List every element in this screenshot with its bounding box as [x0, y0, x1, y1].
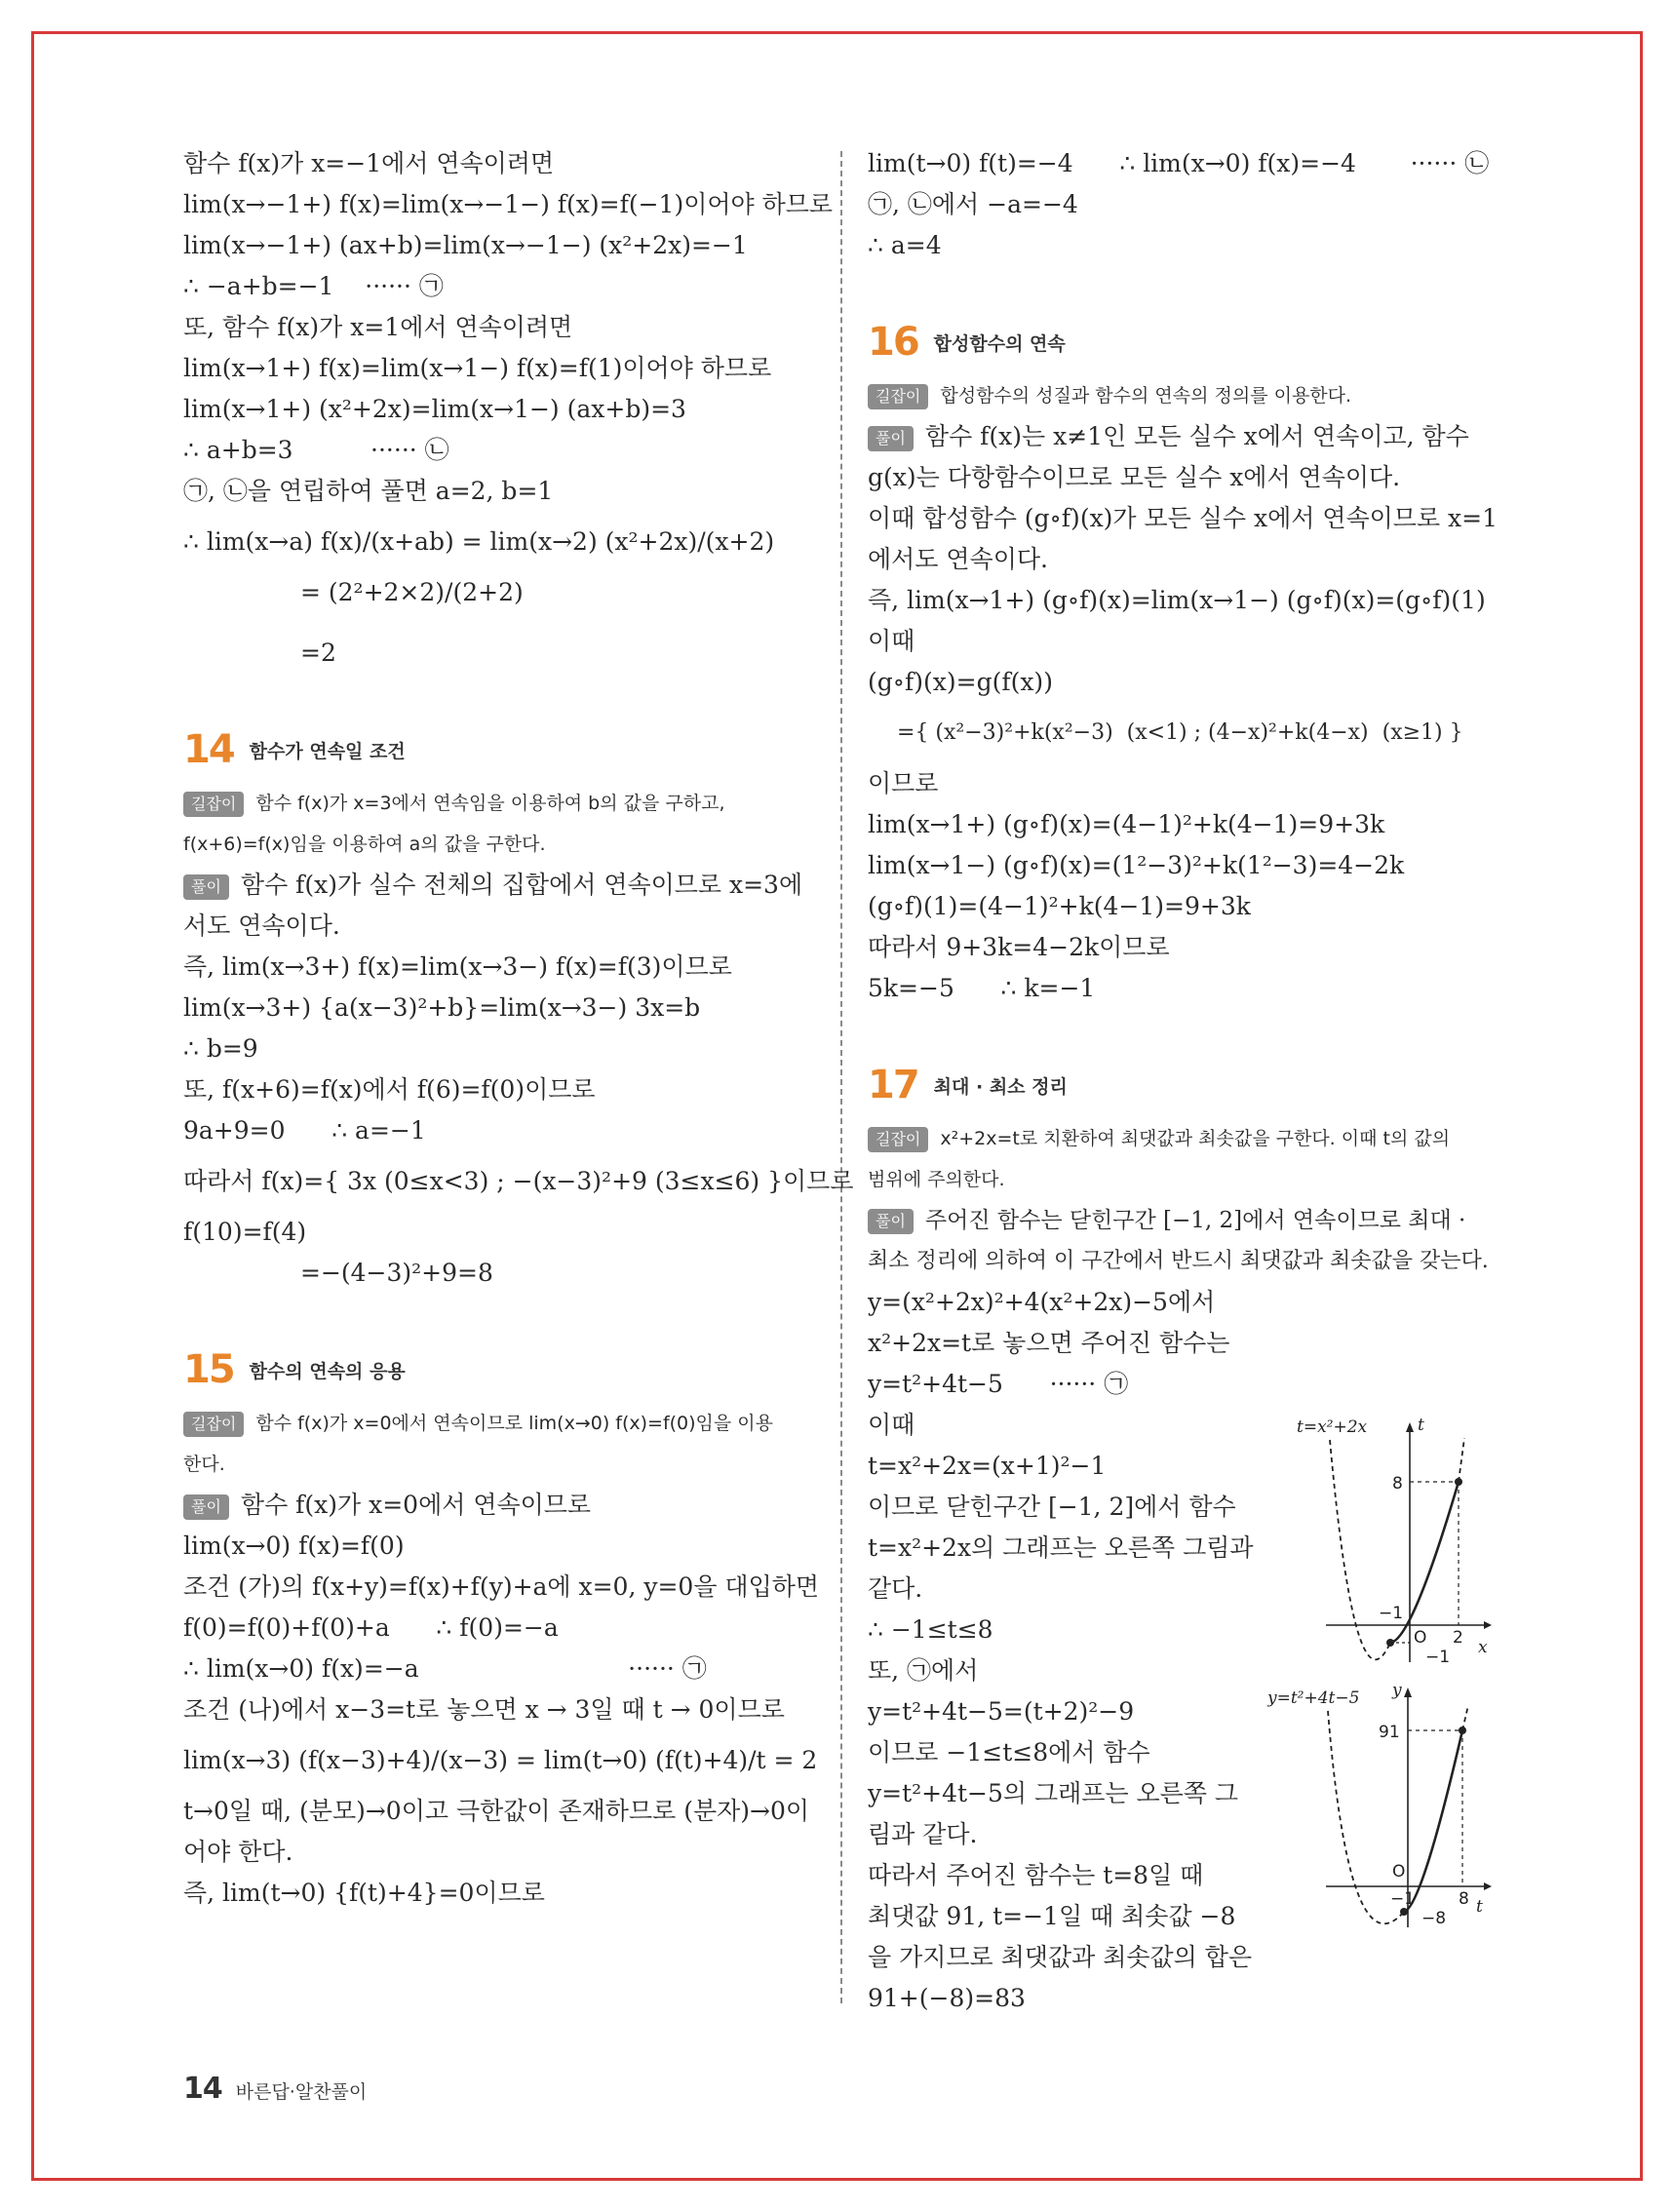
endpoint	[1455, 1478, 1462, 1486]
solution-line: ∴ lim(x→0) f(x)=−a ······ ㉠	[183, 1654, 707, 1683]
solution-line: 풀이 함수 f(x)가 실수 전체의 집합에서 연속이므로 x=3에	[183, 868, 807, 903]
tick-label: −1	[1390, 1889, 1416, 1909]
solution-line: =2	[300, 639, 336, 667]
y-axis-arrow	[1404, 1688, 1412, 1697]
x-axis-arrow	[1484, 1621, 1492, 1629]
axis-label: t	[1476, 1897, 1483, 1917]
solution-line: 즉, lim(x→3+) f(x)=lim(x→3−) f(x)=f(3)이므로	[183, 952, 732, 981]
solution-line: = (2²+2×2)/(2+2)	[300, 578, 524, 606]
solution-line: x²+2x=t로 놓으면 주어진 함수는	[868, 1329, 1230, 1357]
solution-line: ∴ b=9	[183, 1034, 258, 1063]
solution-line: ∴ −1≤t≤8	[868, 1615, 993, 1644]
problem-title: 합성함수의 연속	[933, 332, 1066, 355]
axis-label: x	[1478, 1638, 1488, 1657]
solution-line: 어야 한다.	[183, 1838, 293, 1866]
solution-line: 따라서 9+3k=4−2k이므로	[868, 933, 1170, 961]
solution-line: lim(x→1−) (g∘f)(x)=(1²−3)²+k(1²−3)=4−2k	[868, 851, 1405, 879]
solution-line: f(0)=f(0)+f(0)+a ∴ f(0)=−a	[183, 1613, 559, 1642]
guide-line: 길잡이 함수 f(x)가 x=3에서 연속임을 이용하여 b의 값을 구하고,	[183, 786, 807, 821]
solution-line: lim(x→1+) (g∘f)(x)=(4−1)²+k(4−1)=9+3k	[868, 810, 1385, 838]
solution-badge: 풀이	[183, 1494, 229, 1520]
graph-t-of-x	[1297, 1418, 1492, 1667]
problem-16-header	[868, 320, 1492, 365]
solution-line: ={ (x²−3)²+k(x²−3) (x<1) ; (4−x)²+k(4−x) (x≥1) }	[897, 720, 1463, 745]
solution-line: (g∘f)(1)=(4−1)²+k(4−1)=9+3k	[868, 892, 1251, 920]
solution-line: 즉, lim(t→0) {f(t)+4}=0이므로	[183, 1879, 545, 1907]
solution-line: f(10)=f(4)	[183, 1218, 307, 1246]
solution-line: 풀이 함수 f(x)가 x=0에서 연속이므로	[183, 1488, 807, 1523]
solution-line: lim(x→1+) (x²+2x)=lim(x→1−) (ax+b)=3	[183, 395, 686, 423]
tick-label: −1	[1425, 1648, 1451, 1667]
solution-line: g(x)는 다항함수이므로 모든 실수 x에서 연속이다.	[868, 463, 1401, 491]
solution-line: 이때	[868, 1411, 915, 1439]
solution-line: lim(x→−1+) f(x)=lim(x→−1−) f(x)=f(−1)이어야 하므로	[183, 190, 834, 218]
guide-line: 길잡이 함수 f(x)가 x=0에서 연속이므로 lim(x→0) f(x)=f(0)임을 이용	[183, 1406, 807, 1441]
solution-line: 최소 정리에 의하여 이 구간에서 반드시 최댓값과 최솟값을 갖는다.	[868, 1249, 1489, 1273]
tick-label: 91	[1379, 1723, 1400, 1742]
solution-badge: 풀이	[868, 1209, 914, 1234]
solution-line: 풀이 함수 f(x)는 x≠1인 모든 실수 x에서 연속이고, 함수	[868, 419, 1492, 454]
tick-label: −1	[1379, 1604, 1404, 1623]
solution-line: =−(4−3)²+9=8	[300, 1259, 493, 1287]
axis-label: t	[1418, 1418, 1424, 1435]
tick-label: 8	[1392, 1474, 1403, 1494]
solution-line: 91+(−8)=83	[868, 1984, 1026, 2012]
guide-line: 길잡이 합성함수의 성질과 함수의 연속의 정의를 이용한다.	[868, 378, 1492, 413]
solution-line: lim(x→0) f(x)=f(0)	[183, 1532, 405, 1560]
solution-line: t=x²+2x=(x+1)²−1	[868, 1452, 1107, 1480]
solution-line: y=(x²+2x)²+4(x²+2x)−5에서	[868, 1288, 1216, 1316]
problem-number: 15	[183, 1347, 234, 1392]
origin-label: O	[1392, 1862, 1406, 1882]
solution-line: 즉, lim(x→1+) (g∘f)(x)=lim(x→1−) (g∘f)(x)=(g∘f)(1)	[868, 586, 1486, 614]
solution-line: lim(t→0) f(t)=−4 ∴ lim(x→0) f(x)=−4 ······ ㉡	[868, 149, 1490, 177]
solution-line: 따라서 f(x)={ 3x (0≤x<3) ; −(x−3)²+9 (3≤x≤6) }이므로	[183, 1167, 854, 1195]
solution-line: lim(x→1+) f(x)=lim(x→1−) f(x)=f(1)이어야 하므로	[183, 354, 772, 382]
axis-label: y	[1392, 1682, 1402, 1700]
solution-line: ∴ a+b=3 ······ ㉡	[183, 436, 449, 464]
solution-line: 서도 연속이다.	[183, 912, 340, 940]
solution-line: 조건 (가)의 f(x+y)=f(x)+f(y)+a에 x=0, y=0을 대입하면	[183, 1572, 820, 1601]
t-axis-arrow	[1484, 1882, 1492, 1890]
endpoint	[1459, 1727, 1466, 1734]
solution-line: lim(x→3) (f(x−3)+4)/(x−3) = lim(t→0) (f(t)+4)/t = 2	[183, 1746, 818, 1774]
parabola-dashed	[1330, 1440, 1390, 1659]
page-footer	[183, 2072, 367, 2106]
problem-number: 14	[183, 727, 234, 772]
guide-line: 길잡이 x²+2x=t로 치환하여 최댓값과 최솟값을 구한다. 이때 t의 값의	[868, 1121, 1492, 1156]
tick-label: −8	[1421, 1909, 1447, 1928]
problem-number: 16	[868, 320, 918, 365]
solution-line: 같다.	[868, 1574, 923, 1603]
problem-number: 17	[868, 1063, 918, 1107]
solution-line: t→0일 때, (분모)→0이고 극한값이 존재하므로 (분자)→0이	[183, 1797, 810, 1825]
solution-line: 이므로 닫힌구간 [−1, 2]에서 함수	[868, 1493, 1236, 1521]
solution-badge: 풀이	[183, 874, 229, 900]
solution-line: 또, f(x+6)=f(x)에서 f(6)=f(0)이므로	[183, 1075, 596, 1104]
guide-badge: 길잡이	[183, 1412, 244, 1437]
solution-line: 최댓값 91, t=−1일 때 최솟값 −8	[868, 1902, 1236, 1930]
solution-line: 이때 합성함수 (g∘f)(x)가 모든 실수 x에서 연속이므로 x=1	[868, 504, 1499, 532]
solution-line: y=t²+4t−5 ······ ㉠	[868, 1370, 1129, 1398]
solution-line: 따라서 주어진 함수는 t=8일 때	[868, 1861, 1204, 1889]
problem-title: 함수가 연속일 조건	[249, 740, 406, 762]
solution-line: 림과 같다.	[868, 1820, 978, 1848]
solution-line: 또, 함수 f(x)가 x=1에서 연속이려면	[183, 313, 573, 341]
solution-line: 이므로 −1≤t≤8에서 함수	[868, 1738, 1150, 1766]
problem-15-header	[183, 1347, 807, 1392]
origin-label: O	[1414, 1628, 1427, 1648]
solution-line: ㉠, ㉡을 연립하여 풀면 a=2, b=1	[183, 477, 554, 505]
problem-title: 함수의 연속의 응용	[249, 1360, 406, 1382]
guide-badge: 길잡이	[868, 1127, 928, 1152]
solution-line: 5k=−5 ∴ k=−1	[868, 974, 1096, 1002]
solution-line: 또, ㉠에서	[868, 1656, 979, 1685]
guide-line: 범위에 주의한다.	[868, 1169, 1005, 1190]
solution-line: lim(x→−1+) (ax+b)=lim(x→−1−) (x²+2x)=−1	[183, 231, 748, 259]
solution-line: y=t²+4t−5의 그래프는 오른쪽 그	[868, 1779, 1239, 1807]
graph-y-of-t	[1267, 1682, 1492, 1930]
solution-line: t=x²+2x의 그래프는 오른쪽 그림과	[868, 1533, 1254, 1562]
endpoint	[1400, 1908, 1408, 1916]
solution-line: 함수 f(x)가 x=−1에서 연속이려면	[183, 149, 555, 177]
problem-17-header	[868, 1063, 1492, 1107]
solution-line: ∴ lim(x→a) f(x)/(x+ab) = lim(x→2) (x²+2x)/(x+2)	[183, 527, 775, 556]
solution-line: ㉠, ㉡에서 −a=−4	[868, 190, 1078, 218]
solution-line: 이므로	[868, 769, 939, 797]
tick-label: 2	[1453, 1628, 1463, 1648]
solution-line: ∴ a=4	[868, 231, 942, 259]
parabola-dashed	[1462, 1705, 1468, 1730]
t-axis-arrow	[1406, 1422, 1414, 1432]
column-divider	[840, 151, 842, 2003]
guide-line: 한다.	[183, 1454, 225, 1475]
solution-line: ∴ −a+b=−1 ······ ㉠	[183, 272, 444, 300]
function-label: t=x²+2x	[1297, 1418, 1368, 1437]
page-number: 14	[183, 2072, 222, 2106]
solution-line: 이때	[868, 627, 915, 655]
solution-line: lim(x→3+) {a(x−3)²+b}=lim(x→3−) 3x=b	[183, 993, 701, 1022]
endpoint	[1386, 1639, 1394, 1647]
solution-line: 에서도 연속이다.	[868, 545, 1048, 573]
tick-label: 8	[1459, 1889, 1469, 1909]
book-section-title: 바른답·알찬풀이	[235, 2081, 368, 2103]
problem-title: 최대 · 최소 정리	[933, 1075, 1068, 1098]
parabola-solid	[1404, 1730, 1462, 1912]
solution-line: 풀이 주어진 함수는 닫힌구간 [−1, 2]에서 연속이므로 최대 ·	[868, 1203, 1492, 1238]
solution-line: (g∘f)(x)=g(f(x))	[868, 668, 1053, 696]
left-column	[183, 146, 854, 1917]
parabola-dashed	[1459, 1438, 1464, 1482]
problem-14-header	[183, 727, 807, 772]
guide-badge: 길잡이	[183, 792, 244, 817]
solution-line: y=t²+4t−5=(t+2)²−9	[868, 1697, 1135, 1726]
solution-line: 조건 (나)에서 x−3=t로 놓으면 x → 3일 때 t → 0이므로	[183, 1695, 785, 1724]
solution-line: 을 가지므로 최댓값과 최솟값의 합은	[868, 1943, 1253, 1971]
function-label: y=t²+4t−5	[1267, 1688, 1360, 1708]
solution-badge: 풀이	[868, 426, 914, 451]
guide-line: f(x+6)=f(x)임을 이용하여 a의 값을 구한다.	[183, 834, 546, 855]
solution-line: 9a+9=0 ∴ a=−1	[183, 1116, 426, 1145]
guide-badge: 길잡이	[868, 384, 928, 409]
